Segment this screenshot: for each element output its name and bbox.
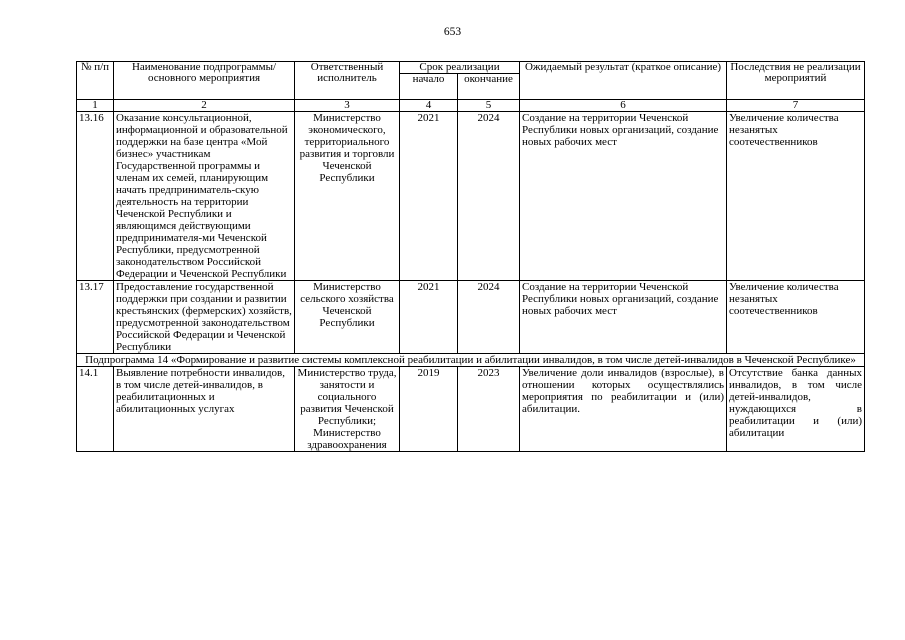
row-result: Создание на территории Чеченской Республики новых организаций, создание новых рабочих мест [520, 281, 727, 354]
header-start: начало [400, 74, 458, 100]
row-result: Увеличение доли инвалидов (взрослые), в отношении которых осуществлялись мероприятия по реабилитации и (или) абилитации. [520, 367, 727, 452]
column-number: 2 [114, 100, 295, 112]
header-end: окончание [458, 74, 520, 100]
row-name: Предоставление государственной поддержки при создании и развитии крестьянских (фермерских) хозяйств, предусмотренной законодательством Российской Федерации и Чеченской Республики [114, 281, 295, 354]
column-number: 4 [400, 100, 458, 112]
column-number: 5 [458, 100, 520, 112]
subprogram-title: Подпрограмма 14 «Формирование и развитие системы комплексной реабилитации и абилитации инвалидов, в том числе детей-инвалидов в Чеченской Республике» [77, 354, 865, 367]
row-name: Оказание консультационной, информационной и образовательной поддержки на базе центра «Мой бизнес» участникам Государственной программы и членам их семей, планирующим начать предприниматель-скую деятельность на территории Чеченской Республики и являющимся действующими предпринимателя-ми Чеченской Республики, предусмотренной законодательством Российской Федерации и Чеченской Республики [114, 112, 295, 281]
table-row [77, 112, 865, 281]
header-consequences: Последствия не реализации мероприятий [727, 62, 865, 100]
header-name: Наименование подпрограммы/ основного мероприятия [114, 62, 295, 100]
table-row [77, 281, 865, 354]
subprogram-row [77, 354, 865, 367]
column-number: 7 [727, 100, 865, 112]
row-executor: Министерство сельского хозяйства Чеченской Республики [295, 281, 400, 354]
row-num: 14.1 [77, 367, 114, 452]
column-number: 3 [295, 100, 400, 112]
column-number: 6 [520, 100, 727, 112]
row-consequences: Увеличение количества незанятых соотечественников [727, 112, 865, 281]
row-end: 2023 [458, 367, 520, 452]
header-executor: Ответственный исполнитель [295, 62, 400, 100]
row-consequences: Отсутствие банка данных инвалидов, в том числе детей-инвалидов, нуждающихся в реабилитации и (или) абилитации [727, 367, 865, 452]
row-executor: Министерство труда, занятости и социального развития Чеченской Республики; Министерство здравоохранения [295, 367, 400, 452]
header-period: Срок реализации [400, 62, 520, 74]
row-consequences: Увеличение количества незанятых соотечественников [727, 281, 865, 354]
row-result: Создание на территории Чеченской Республики новых организаций, создание новых рабочих мест [520, 112, 727, 281]
row-end: 2024 [458, 112, 520, 281]
row-end: 2024 [458, 281, 520, 354]
page-number: 653 [443, 26, 462, 38]
table-row [77, 367, 865, 452]
row-start: 2021 [400, 281, 458, 354]
header-num: № п/п [77, 62, 114, 100]
activities-table [76, 61, 865, 452]
row-executor: Министерство экономического, территориального развития и торговли Чеченской Республики [295, 112, 400, 281]
header-result: Ожидаемый результат (краткое описание) [520, 62, 727, 100]
row-num: 13.17 [77, 281, 114, 354]
row-start: 2021 [400, 112, 458, 281]
row-start: 2019 [400, 367, 458, 452]
column-number: 1 [77, 100, 114, 112]
row-num: 13.16 [77, 112, 114, 281]
row-name: Выявление потребности инвалидов, в том числе детей-инвалидов, в реабилитационных и абилитационных услугах [114, 367, 295, 452]
